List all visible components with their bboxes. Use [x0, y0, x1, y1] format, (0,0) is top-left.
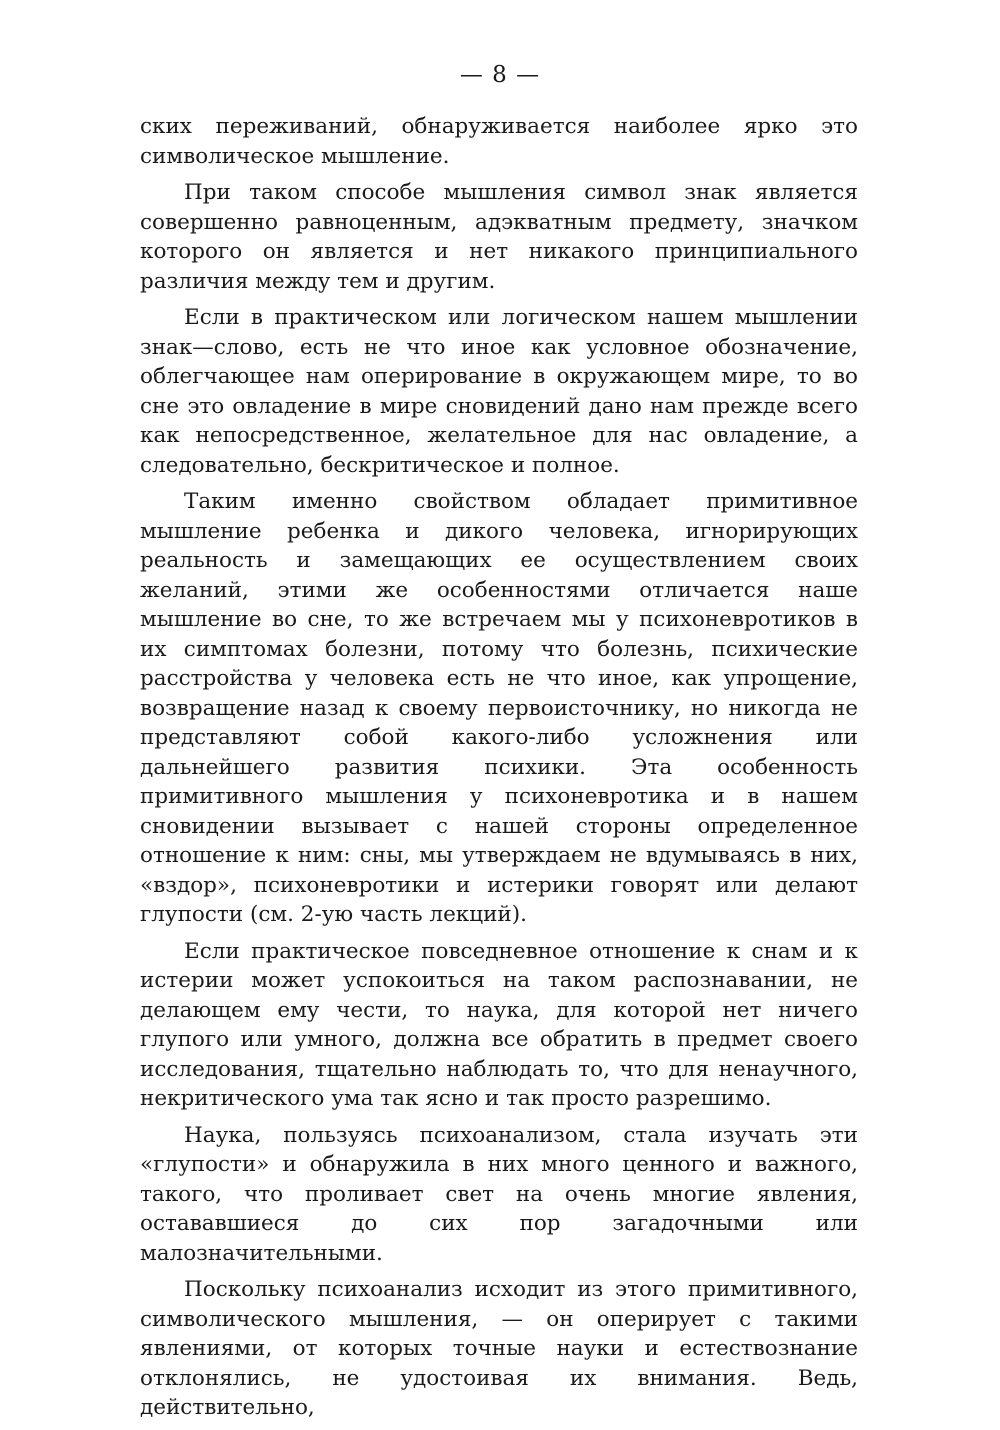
paragraph: При таком способе мышления символ знак является совершенно равноценным, адэкватным предмету, значком которого он является и нет никакого принципиального различия между тем и другим. — [140, 180, 858, 294]
paragraph: Таким именно свойством обладает примитивное мышление ребенка и дикого человека, игнорирующих реальность и замещающих ее осуществлением своих желаний, этими же особенностями отличается наше мышление во сне, то же встречаем мы у психоневротиков в их симптомах болезни, потому что болезнь, психические расстройства у человека есть не что иное, как упрощение, возвращение назад к своему первоисточнику, но никогда не представляют собой какого-либо усложнения или дальнейшего развития психики. Эта особенность примитивного мышления у психоневротика и в нашем сновидении вызывает с нашей стороны определенное отношение к ним: сны, мы утверждаем не вдумываясь в них, «вздор», психоневротики и истерики говорят или делают глупости (см. 2-ую часть лекций). — [140, 489, 858, 927]
paragraph: Наука, пользуясь психоанализом, стала изучать эти «глупости» и обнаружила в них много ценного и важного, такого, что проливает свет на очень многие явления, остававшиеся до сих пор загадочными или малозначительными. — [140, 1122, 858, 1266]
paragraph: Если в практическом или логическом нашем мышлении знак—слово, есть не что иное как условное обозначение, облегчающее нам оперирование в окружающем мире, то во сне это овладение в мире сновидений дано нам прежде всего как непосредственное, желательное для нас овладение, а следовательно, бескритическое и полное. — [140, 305, 858, 478]
paragraph: ских переживаний, обнаруживается наиболее ярко это символическое мышление. — [140, 114, 858, 169]
paragraph: Если практическое повседневное отношение к снам и к истерии может успокоиться на таком распознавании, не делающем ему чести, то наука, для которой нет ничего глупого или умного, должна все обратить в предмет своего исследования, тщательно наблюдать то, что для ненаучного, некритического ума так ясно и так просто разрешимо. — [140, 938, 858, 1111]
body-text — [140, 112, 858, 1430]
paragraph: Поскольку психоанализ исходит из этого примитивного, символического мышления, — он оперирует с такими явлениями, от которых точные науки и естествознание отклонялись, не удостоивая их внимания. Ведь, действительно, — [140, 1277, 858, 1420]
page-number: — 8 — — [459, 62, 541, 88]
